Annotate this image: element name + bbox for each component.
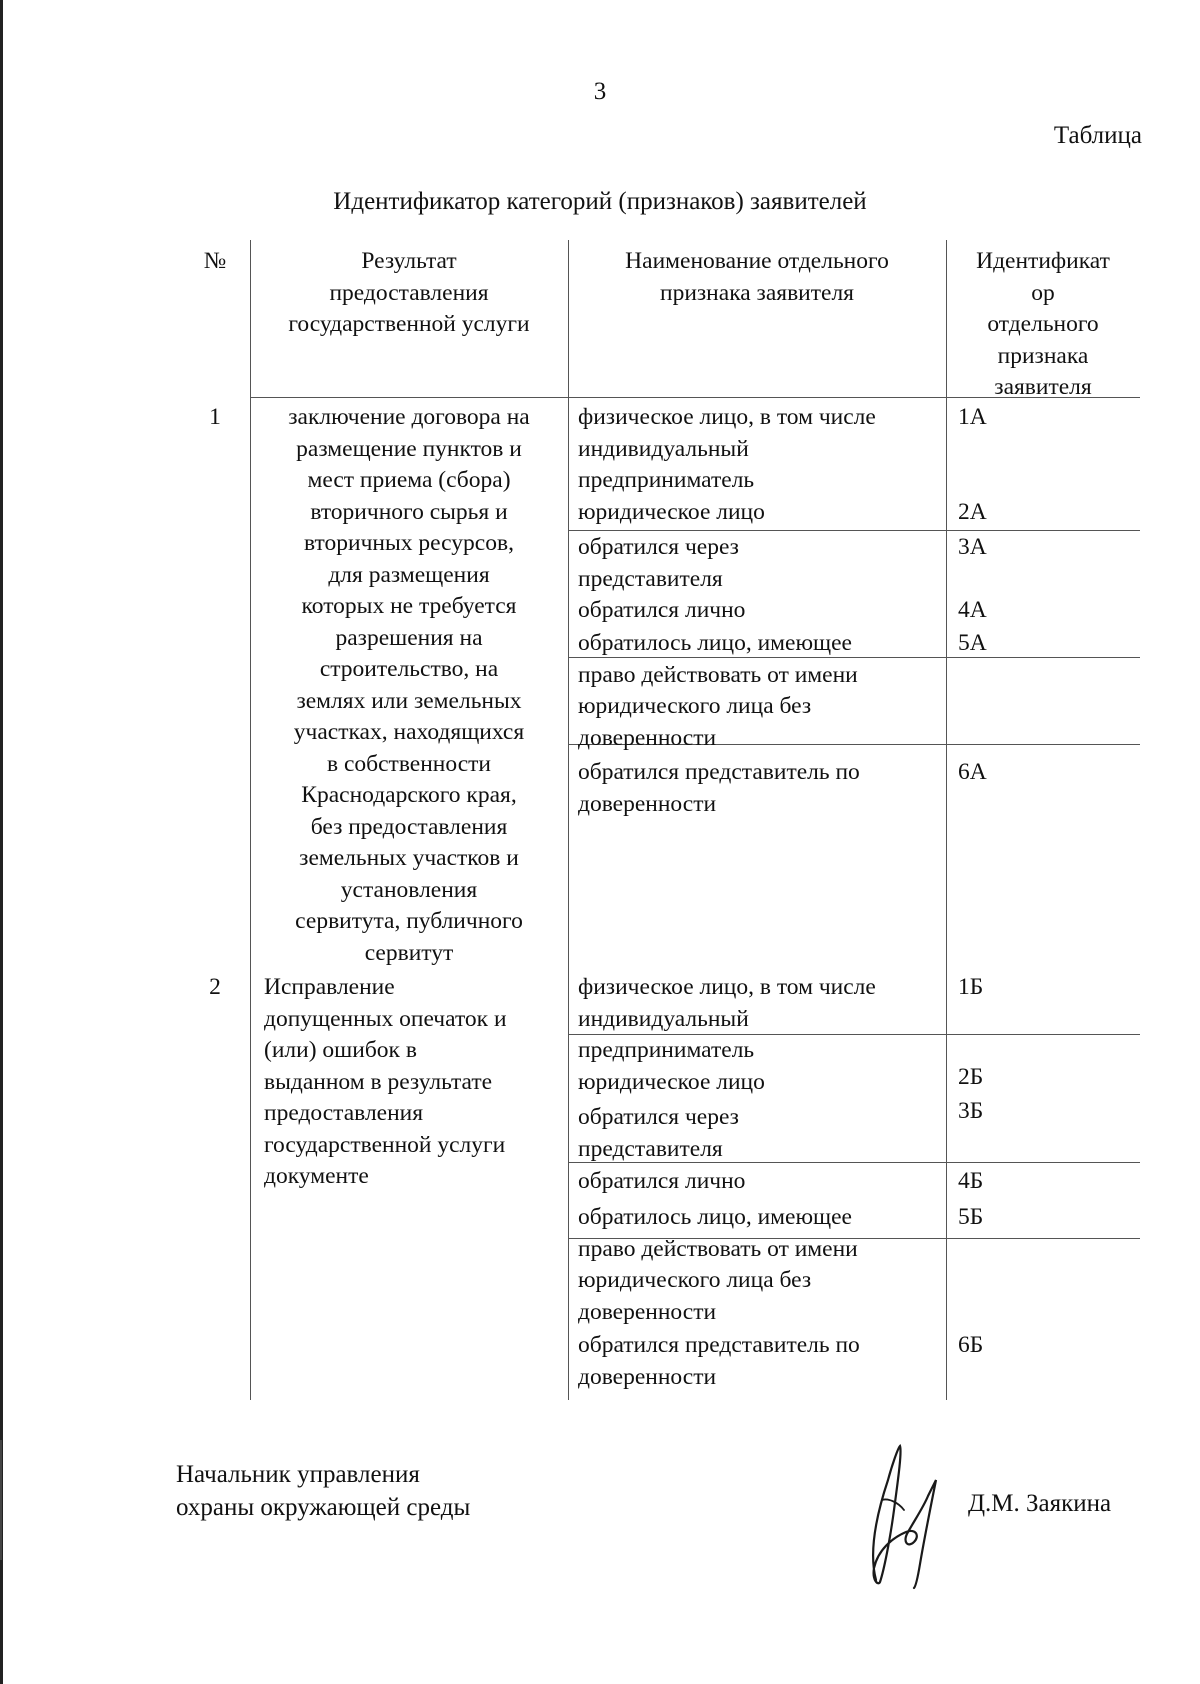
feature-id: 6Б: [958, 1332, 984, 1358]
row-number: 2: [209, 974, 221, 1000]
feature-name: обратился через представителя: [578, 1104, 739, 1162]
scan-edge: [0, 1440, 2, 1560]
feature-id: 4А: [958, 597, 987, 623]
column-border: [946, 240, 947, 1400]
feature-name: юридическое лицо: [578, 1069, 765, 1095]
feature-name: юридическое лицо: [578, 499, 765, 525]
feature-id: 6А: [958, 759, 987, 785]
feature-id: 3А: [958, 534, 987, 560]
row-result: заключение договора на размещение пунктов и мест приема (сбора) вторичного сырья и вторичных ресурсов, для размещения которых не требуется разрешения на строительство, на землях или земельных участках, находящихся в собственности Краснодарского края, без предоставления земельных участков и установления сервитута, публичного сервитут: [288, 404, 530, 966]
header-identifier: Идентификат ор отдельного признака заявителя: [976, 248, 1110, 400]
table-caption: Идентификатор категорий (признаков) заявителей: [333, 188, 867, 215]
row-result: Исправление допущенных опечаток и (или) ошибок в выданном в результате предоставления государственной услуги документе: [264, 974, 507, 1189]
header-number: №: [203, 248, 227, 274]
table-label: Таблица: [1053, 122, 1142, 149]
feature-name: обратилось лицо, имеющее право действовать от имени юридического лица без доверенности: [578, 1204, 858, 1325]
feature-id: 5Б: [958, 1204, 984, 1230]
scan-edge: [0, 0, 3, 1684]
feature-id: 2А: [958, 499, 987, 525]
page-number: 3: [593, 78, 607, 105]
header-result: Результат предоставления государственной услуги: [288, 248, 530, 337]
column-border: [568, 240, 569, 1400]
feature-name: физическое лицо, в том числе индивидуальный предприниматель: [578, 404, 876, 493]
feature-name: обратился лично: [578, 1168, 746, 1194]
feature-id: 1Б: [958, 974, 984, 1000]
feature-name: обратился представитель по доверенности: [578, 759, 860, 817]
feature-name: обратилось лицо, имеющее право действовать от имени юридического лица без доверенности: [578, 630, 858, 751]
feature-id: 1А: [958, 404, 987, 430]
feature-name: обратился лично: [578, 597, 746, 623]
row-number: 1: [209, 404, 221, 430]
feature-id: 2Б: [958, 1064, 984, 1090]
row-border: [568, 530, 1140, 531]
feature-id: 3Б: [958, 1098, 984, 1124]
feature-id: 5А: [958, 630, 987, 656]
identifier-table: [180, 240, 1140, 1400]
feature-name: физическое лицо, в том числе индивидуальный предприниматель: [578, 974, 876, 1063]
signatory-name: Д.М. Заякина: [968, 1490, 1112, 1517]
feature-name: обратился представитель по доверенности: [578, 1332, 860, 1390]
feature-id: 4Б: [958, 1168, 984, 1194]
header-feature-name: Наименование отдельного признака заявителя: [625, 248, 889, 306]
signatory-position: Начальник управления охраны окружающей среды: [176, 1461, 471, 1521]
handwritten-signature: [858, 1440, 953, 1590]
feature-name: обратился через представителя: [578, 534, 739, 592]
